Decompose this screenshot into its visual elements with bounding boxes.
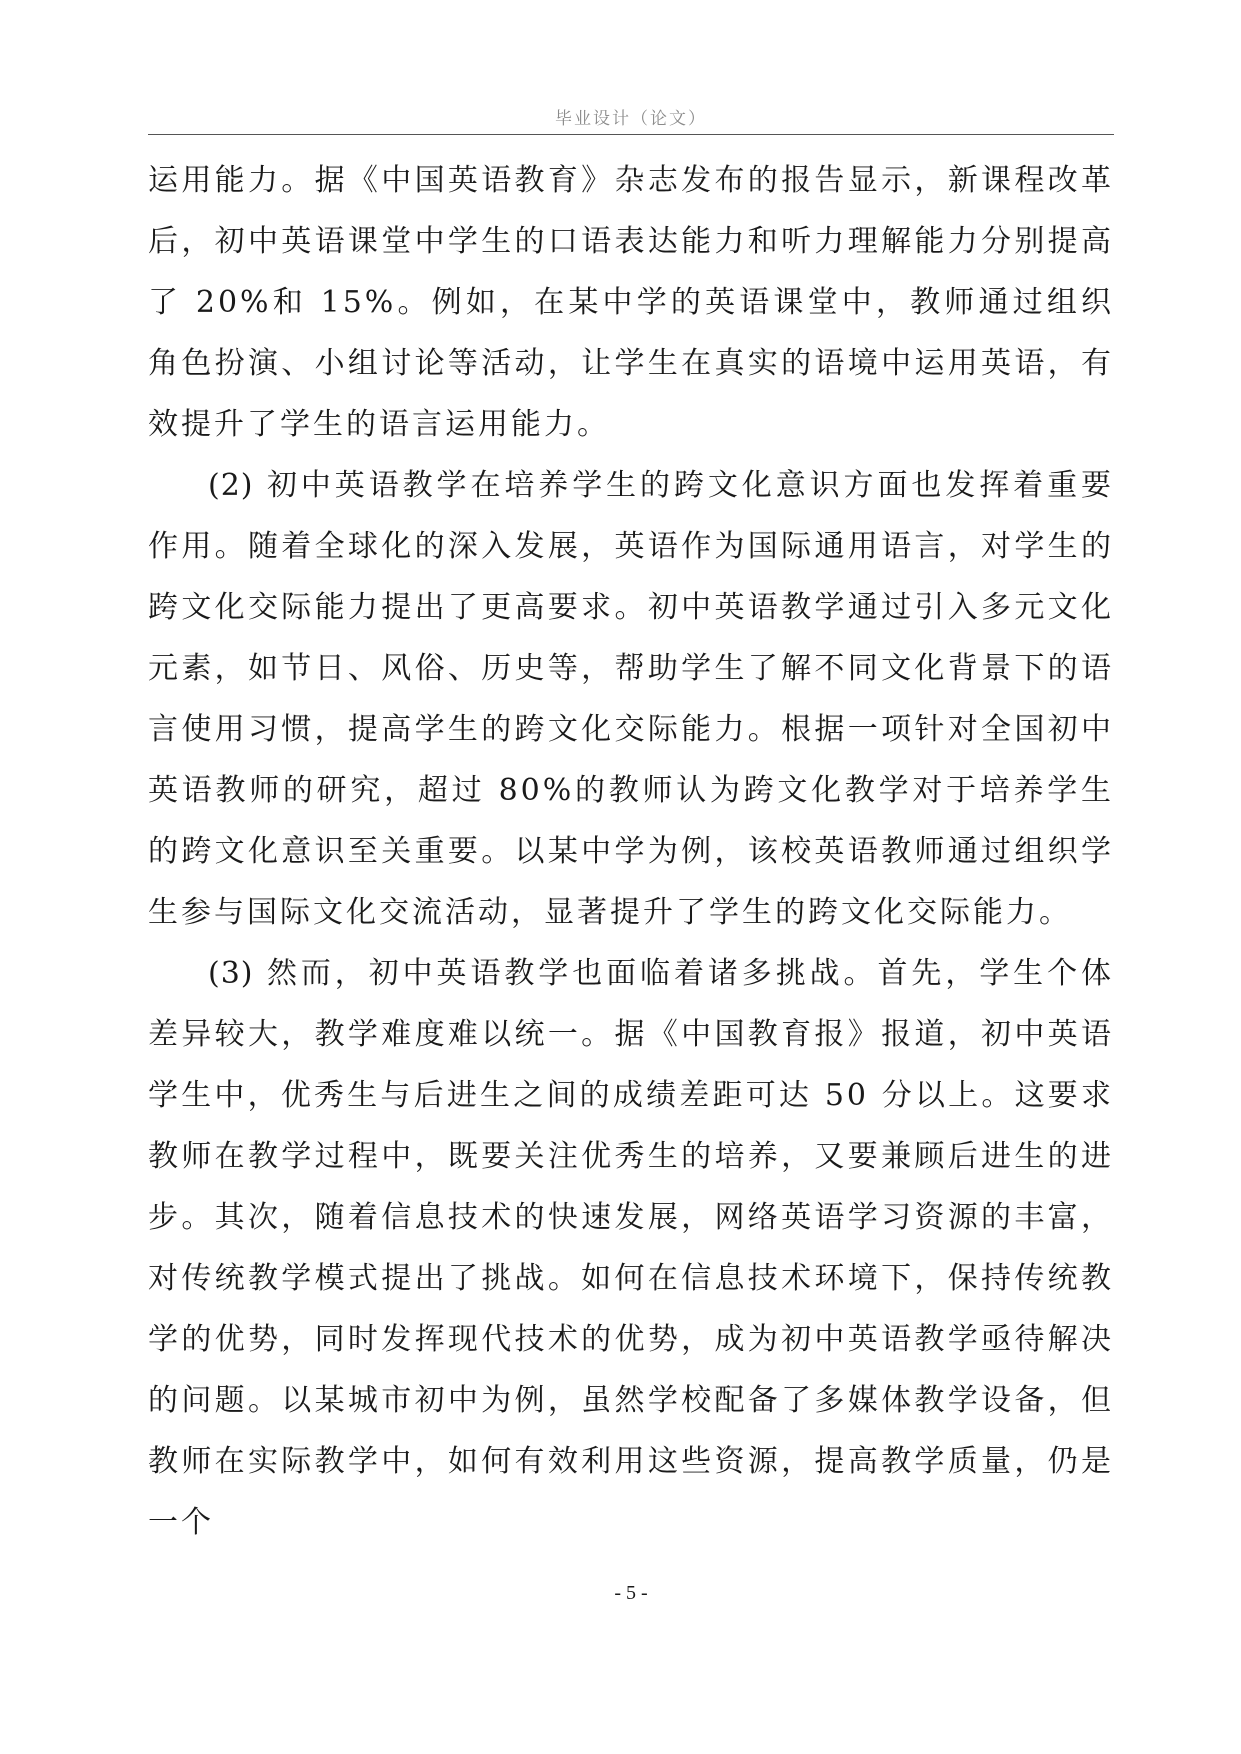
paragraph-2-label: (2)	[208, 468, 254, 503]
paragraph-3-text: 然而，初中英语教学也面临着诸多挑战。首先，学生个体差异较大，教学难度难以统一。据《中国教育报》报道，初中英语学生中，优秀生与后进生之间的成绩差距可达 50 分以上。这要求教师在教学过程中，既要关注优秀生的培养，又要兼顾后进生的进步。其次，随着信息技术的快速发展，网络英语学习资源的丰富，对传统教学模式提出了挑战。如何在信息技术环境下，保持传统教学的优势，同时发挥现代技术的优势，成为初中英语教学亟待解决的问题。以某城市初中为例，虽然学校配备了多媒体教学设备，但教师在实际教学中，如何有效利用这些资源，提高教学质量，仍是一个	[148, 956, 1114, 1540]
body-text	[148, 150, 1114, 1553]
paragraph-1-text: 运用能力。据《中国英语教育》杂志发布的报告显示，新课程改革后，初中英语课堂中学生的口语表达能力和听力理解能力分别提高了 20%和 15%。例如，在某中学的英语课堂中，教师通过组织角色扮演、小组讨论等活动，让学生在真实的语境中运用英语，有效提升了学生的语言运用能力。	[148, 163, 1114, 442]
running-header: 毕业设计（论文）	[555, 109, 707, 129]
page-number: - 5 -	[614, 1582, 648, 1604]
paragraph-3	[148, 943, 1114, 1553]
header-rule	[148, 134, 1114, 135]
paragraph-3-label: (3)	[208, 956, 254, 991]
paragraph-1	[148, 150, 1114, 455]
paragraph-2	[148, 455, 1114, 943]
paragraph-2-text: 初中英语教学在培养学生的跨文化意识方面也发挥着重要作用。随着全球化的深入发展，英语作为国际通用语言，对学生的跨文化交际能力提出了更高要求。初中英语教学通过引入多元文化元素，如节日、风俗、历史等，帮助学生了解不同文化背景下的语言使用习惯，提高学生的跨文化交际能力。根据一项针对全国初中英语教师的研究，超过 80%的教师认为跨文化教学对于培养学生的跨文化意识至关重要。以某中学为例，该校英语教师通过组织学生参与国际文化交流活动，显著提升了学生的跨文化交际能力。	[148, 468, 1114, 930]
